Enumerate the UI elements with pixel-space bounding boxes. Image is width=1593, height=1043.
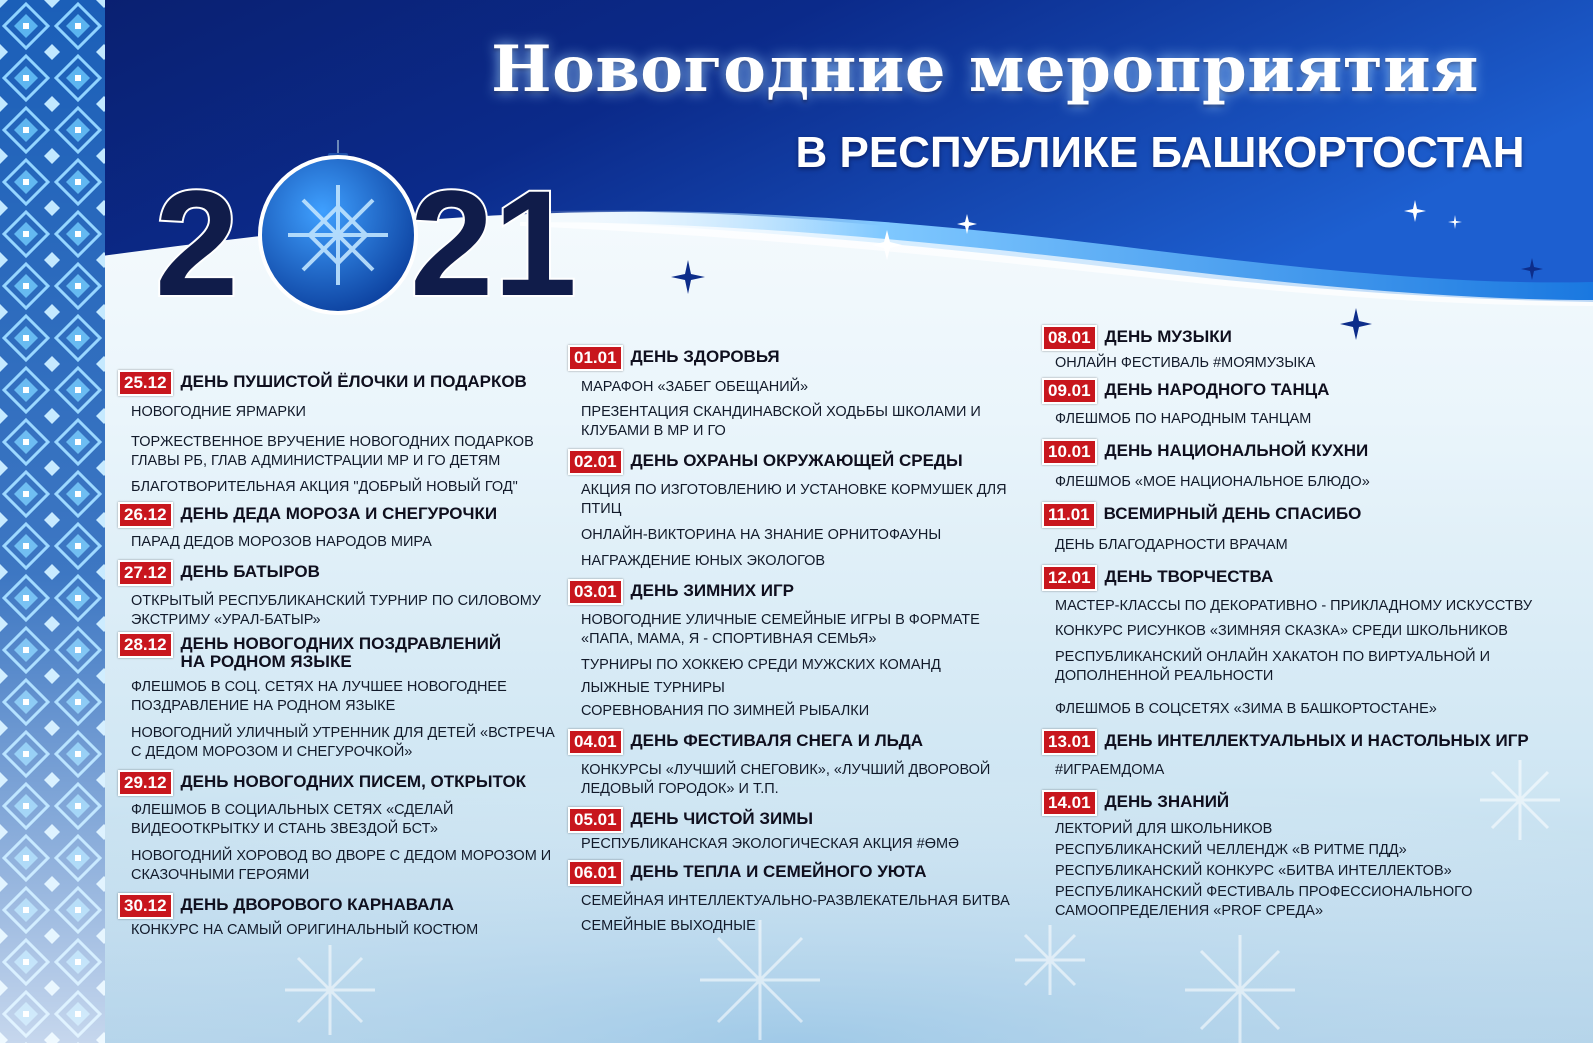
day-block xyxy=(118,770,558,885)
date-badge: 03.01 xyxy=(568,579,623,605)
day-block xyxy=(1042,565,1562,719)
day-block xyxy=(118,893,558,940)
day-block xyxy=(568,860,1028,936)
event-item: РЕСПУБЛИКАНСКИЙ КОНКУРС «БИТВА ИНТЕЛЛЕКТОВ» xyxy=(1055,863,1452,879)
event-item: БЛАГОТВОРИТЕЛЬНАЯ АКЦИЯ "ДОБРЫЙ НОВЫЙ ГОД" xyxy=(131,479,518,495)
page-subtitle: В РЕСПУБЛИКЕ БАШКОРТОСТАН xyxy=(795,128,1525,177)
ornament-strip xyxy=(0,0,105,1043)
day-title: ДЕНЬ МУЗЫКИ xyxy=(1104,327,1232,346)
event-item: ОНЛАЙН-ВИКТОРИНА НА ЗНАНИЕ ОРНИТОФАУНЫ xyxy=(581,527,942,543)
day-block xyxy=(1042,378,1562,429)
date-badge: 05.01 xyxy=(568,807,623,833)
day-title: ДЕНЬ ПУШИСТОЙ ЁЛОЧКИ И ПОДАРКОВ xyxy=(180,372,527,391)
date-badge: 25.12 xyxy=(118,370,173,396)
day-title: ДЕНЬ НАЦИОНАЛЬНОЙ КУХНИ xyxy=(1104,441,1369,460)
day-title: ДЕНЬ ОХРАНЫ ОКРУЖАЮЩЕЙ СРЕДЫ xyxy=(630,451,963,470)
day-title: ДЕНЬ ТВОРЧЕСТВА xyxy=(1104,567,1274,586)
event-item: РЕСПУБЛИКАНСКИЙ ОНЛАЙН ХАКАТОН ПО ВИРТУАЛЬНОЙ И ДОПОЛНЕННОЙ РЕАЛЬНОСТИ xyxy=(1055,649,1491,684)
day-title: ДЕНЬ ДЕДА МОРОЗА И СНЕГУРОЧКИ xyxy=(180,504,498,523)
page-title: Новогодние мероприятия xyxy=(491,32,1479,107)
date-badge: 01.01 xyxy=(568,345,623,371)
day-title: ДЕНЬ ДВОРОВОГО КАРНАВАЛА xyxy=(180,895,454,914)
event-item: ЛЕКТОРИЙ ДЛЯ ШКОЛЬНИКОВ xyxy=(1055,821,1273,837)
event-item: НОВОГОДНИЕ ЯРМАРКИ xyxy=(131,404,306,420)
date-badge: 08.01 xyxy=(1042,325,1097,351)
day-title: ДЕНЬ ЧИСТОЙ ЗИМЫ xyxy=(630,809,814,828)
year-digits-21: 21 xyxy=(410,159,577,327)
date-badge: 02.01 xyxy=(568,449,623,475)
day-block xyxy=(1042,729,1562,780)
event-item: СЕМЕЙНАЯ ИНТЕЛЛЕКТУАЛЬНО-РАЗВЛЕКАТЕЛЬНАЯ БИТВА xyxy=(581,893,1010,909)
event-item: ФЛЕШМОБ «МОЕ НАЦИОНАЛЬНОЕ БЛЮДО» xyxy=(1055,474,1370,490)
day-block xyxy=(1042,502,1562,555)
event-item: НОВОГОДНИЕ УЛИЧНЫЕ СЕМЕЙНЫЕ ИГРЫ В ФОРМАТЕ «ПАПА, МАМА, Я - СПОРТИВНАЯ СЕМЬЯ» xyxy=(581,612,980,647)
event-item: ТОРЖЕСТВЕННОЕ ВРУЧЕНИЕ НОВОГОДНИХ ПОДАРКОВ ГЛАВЫ РБ, ГЛАВ АДМИНИСТРАЦИИ МР И ГО ДЕТЯМ xyxy=(131,434,534,469)
day-block xyxy=(1042,325,1562,373)
date-badge: 11.01 xyxy=(1042,502,1096,528)
event-item: #ИГРАЕМДОМА xyxy=(1055,762,1165,778)
day-block xyxy=(1042,439,1562,492)
event-item: ПРЕЗЕНТАЦИЯ СКАНДИНАВСКОЙ ХОДЬБЫ ШКОЛАМИ И КЛУБАМИ В МР И ГО xyxy=(581,404,981,439)
event-item: ФЛЕШМОБ ПО НАРОДНЫМ ТАНЦАМ xyxy=(1055,411,1312,427)
event-item: НАГРАЖДЕНИЕ ЮНЫХ ЭКОЛОГОВ xyxy=(581,553,826,569)
event-item: КОНКУРС НА САМЫЙ ОРИГИНАЛЬНЫЙ КОСТЮМ xyxy=(131,922,479,938)
year-digit-2: 2 xyxy=(155,159,239,327)
day-title: ДЕНЬ ЗИМНИХ ИГР xyxy=(630,581,794,600)
event-item: ФЛЕШМОБ В СОЦ. СЕТЯХ НА ЛУЧШЕЕ НОВОГОДНЕЕ ПОЗДРАВЛЕНИЕ НА РОДНОМ ЯЗЫКЕ xyxy=(131,679,507,714)
day-title: ДЕНЬ НОВОГОДНИХ ПОЗДРАВЛЕНИЙ НА РОДНОМ ЯЗЫКЕ xyxy=(180,634,502,671)
day-title: ДЕНЬ НАРОДНОГО ТАНЦА xyxy=(1104,380,1330,399)
day-title: ДЕНЬ ИНТЕЛЛЕКТУАЛЬНЫХ И НАСТОЛЬНЫХ ИГР xyxy=(1104,731,1529,750)
event-item: АКЦИЯ ПО ИЗГОТОВЛЕНИЮ И УСТАНОВКЕ КОРМУШЕК ДЛЯ ПТИЦ xyxy=(581,482,1007,517)
date-badge: 26.12 xyxy=(118,502,173,528)
day-block xyxy=(1042,790,1562,921)
event-item: ТУРНИРЫ ПО ХОККЕЮ СРЕДИ МУЖСКИХ КОМАНД xyxy=(581,657,941,673)
date-badge: 09.01 xyxy=(1042,378,1097,404)
event-item: КОНКУРСЫ «ЛУЧШИЙ СНЕГОВИК», «ЛУЧШИЙ ДВОРОВОЙ ЛЕДОВЫЙ ГОРОДОК» И Т.П. xyxy=(581,762,991,797)
day-title: ВСЕМИРНЫЙ ДЕНЬ СПАСИБО xyxy=(1103,504,1362,523)
day-title: ДЕНЬ ЗДОРОВЬЯ xyxy=(630,347,780,366)
event-item: МАСТЕР-КЛАССЫ ПО ДЕКОРАТИВНО - ПРИКЛАДНОМУ ИСКУССТВУ xyxy=(1055,598,1533,614)
event-item: НОВОГОДНИЙ ХОРОВОД ВО ДВОРЕ С ДЕДОМ МОРОЗОМ И СКАЗОЧНЫМИ ГЕРОЯМИ xyxy=(131,848,552,883)
date-badge: 27.12 xyxy=(118,560,173,586)
date-badge: 10.01 xyxy=(1042,439,1097,465)
event-item: СОРЕВНОВАНИЯ ПО ЗИМНЕЙ РЫБАЛКИ xyxy=(581,703,870,719)
event-item: НОВОГОДНИЙ УЛИЧНЫЙ УТРЕННИК ДЛЯ ДЕТЕЙ «ВСТРЕЧА С ДЕДОМ МОРОЗОМ И СНЕГУРОЧКОЙ» xyxy=(131,725,555,760)
schedule-column-december xyxy=(118,370,558,940)
date-badge: 28.12 xyxy=(118,632,173,658)
day-block xyxy=(568,807,1028,854)
event-item: СЕМЕЙНЫЕ ВЫХОДНЫЕ xyxy=(581,918,756,934)
event-item: КОНКУРС РИСУНКОВ «ЗИМНЯЯ СКАЗКА» СРЕДИ ШКОЛЬНИКОВ xyxy=(1055,623,1508,639)
date-badge: 13.01 xyxy=(1042,729,1097,755)
event-item: ПАРАД ДЕДОВ МОРОЗОВ НАРОДОВ МИРА xyxy=(131,534,432,550)
date-badge: 06.01 xyxy=(568,860,623,886)
schedule-column-january-1 xyxy=(568,345,1028,936)
day-title: ДЕНЬ НОВОГОДНИХ ПИСЕМ, ОТКРЫТОК xyxy=(180,772,527,791)
day-block xyxy=(568,729,1028,799)
day-title: ДЕНЬ ТЕПЛА И СЕМЕЙНОГО УЮТА xyxy=(630,862,927,881)
day-title: ДЕНЬ ФЕСТИВАЛЯ СНЕГА И ЛЬДА xyxy=(630,731,924,750)
event-item: ДЕНЬ БЛАГОДАРНОСТИ ВРАЧАМ xyxy=(1055,537,1288,553)
event-item: ЛЫЖНЫЕ ТУРНИРЫ xyxy=(581,680,725,696)
event-item: РЕСПУБЛИКАНСКИЙ ЧЕЛЛЕНДЖ «В РИТМЕ ПДД» xyxy=(1055,842,1407,858)
day-block xyxy=(568,579,1028,721)
date-badge: 14.01 xyxy=(1042,790,1097,816)
day-block xyxy=(568,449,1028,571)
day-block xyxy=(568,345,1028,441)
schedule-column-january-2 xyxy=(1042,325,1562,921)
day-title: ДЕНЬ ЗНАНИЙ xyxy=(1104,792,1230,811)
day-block xyxy=(118,560,558,630)
year-2021-logo xyxy=(155,135,577,327)
event-item: ФЛЕШМОБ В СОЦИАЛЬНЫХ СЕТЯХ «СДЕЛАЙ ВИДЕООТКРЫТКУ И СТАНЬ ЗВЕЗДОЙ БСТ» xyxy=(131,802,454,837)
day-block xyxy=(118,370,558,497)
date-badge: 30.12 xyxy=(118,893,173,919)
event-item: ФЛЕШМОБ В СОЦСЕТЯХ «ЗИМА В БАШКОРТОСТАНЕ» xyxy=(1055,701,1437,717)
date-badge: 29.12 xyxy=(118,770,173,796)
date-badge: 04.01 xyxy=(568,729,623,755)
day-block xyxy=(118,502,558,552)
event-item: ОНЛАЙН ФЕСТИВАЛЬ #МОЯМУЗЫКА xyxy=(1055,355,1316,371)
date-badge: 12.01 xyxy=(1042,565,1097,591)
event-item: РЕСПУБЛИКАНСКИЙ ФЕСТИВАЛЬ ПРОФЕССИОНАЛЬНОГО САМООПРЕДЕЛЕНИЯ «PROF СРЕДА» xyxy=(1055,884,1473,919)
day-title: ДЕНЬ БАТЫРОВ xyxy=(180,562,320,581)
event-item: ОТКРЫТЫЙ РЕСПУБЛИКАНСКИЙ ТУРНИР ПО СИЛОВОМУ ЭКСТРИМУ «УРАЛ-БАТЫР» xyxy=(131,593,542,628)
event-item: МАРАФОН «ЗАБЕГ ОБЕЩАНИЙ» xyxy=(581,379,809,395)
day-block xyxy=(118,632,558,762)
event-item: РЕСПУБЛИКАНСКАЯ ЭКОЛОГИЧЕСКАЯ АКЦИЯ #ӨМӘ xyxy=(581,836,959,852)
